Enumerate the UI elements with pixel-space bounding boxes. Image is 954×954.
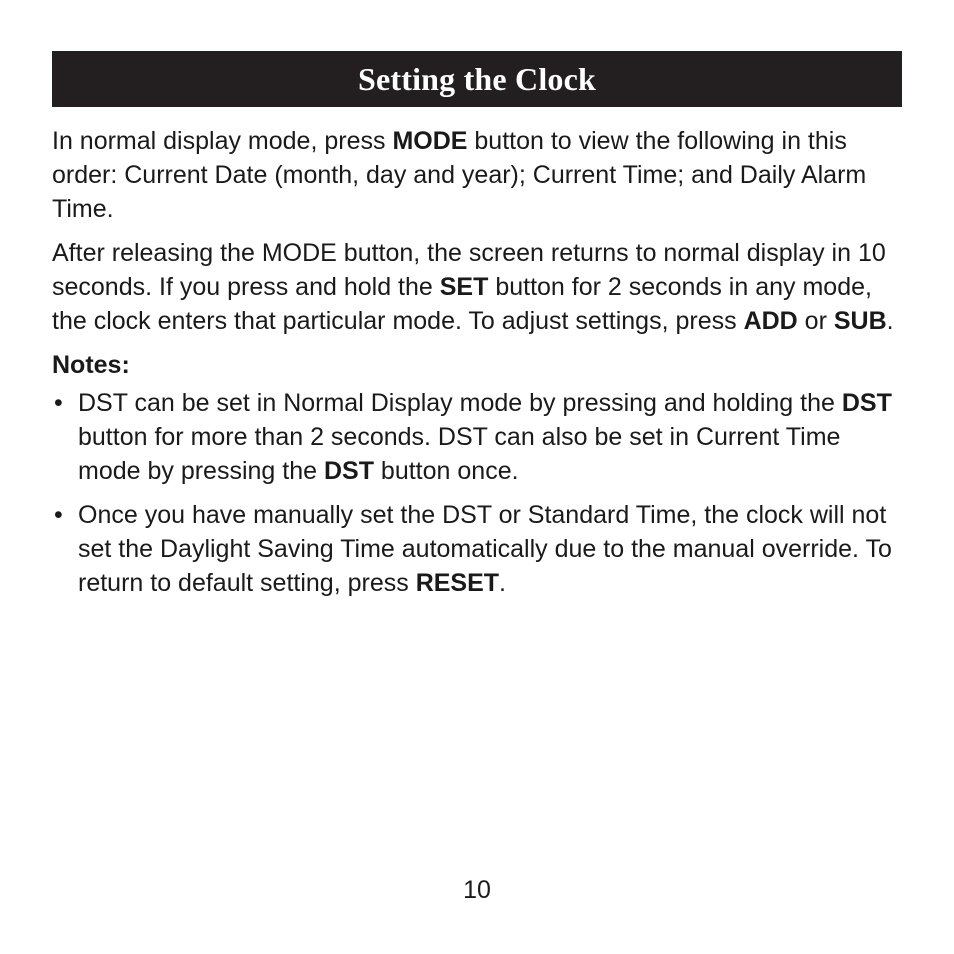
- dst-button-label: DST: [323, 457, 374, 485]
- note-text: button once.: [373, 457, 519, 485]
- title-bar: [52, 51, 902, 107]
- set-button-label: SET: [439, 273, 489, 301]
- dst-button-label: DST: [841, 389, 892, 417]
- list-item: [52, 498, 902, 600]
- main-content: [52, 124, 902, 610]
- page-number: 10: [463, 876, 491, 904]
- note-text: button for more than 2 seconds. DST can also be set in Current Time mode by pressing the: [78, 423, 841, 485]
- paragraph-text: .: [886, 307, 894, 335]
- note-text: DST can be set in Normal Display mode by pressing and holding the: [78, 389, 842, 417]
- bullet-icon: •: [54, 501, 63, 529]
- paragraph-text: or: [797, 307, 834, 335]
- notes-list: [52, 386, 902, 600]
- reset-button-label: RESET: [415, 569, 500, 597]
- page-title: Setting the Clock: [357, 60, 597, 97]
- notes-heading: Notes:: [52, 351, 130, 379]
- mode-button-label: MODE: [392, 127, 468, 155]
- paragraph-set-mode: [52, 236, 902, 338]
- paragraph-mode-order: [52, 124, 902, 226]
- note-text: Once you have manually set the DST or Standard Time, the clock will not set the Daylight Saving Time automatically due to the manual override. To return to default setting, press: [78, 501, 892, 597]
- list-item: [52, 386, 902, 488]
- paragraph-text: In normal display mode, press: [52, 127, 393, 155]
- note-text: .: [499, 569, 506, 597]
- paragraph-text: After releasing the MODE button, the screen returns to normal display in 10 seconds. If you press and hold the: [52, 239, 886, 301]
- bullet-icon: •: [54, 389, 63, 417]
- sub-button-label: SUB: [833, 307, 887, 335]
- add-button-label: ADD: [743, 307, 798, 335]
- paragraph-text: button to view the following in this order: Current Date (month, day and year); Current Time; and Daily Alarm Time.: [52, 127, 867, 223]
- paragraph-text: button for 2 seconds in any mode, the clock enters that particular mode. To adjust settings, press: [52, 273, 872, 335]
